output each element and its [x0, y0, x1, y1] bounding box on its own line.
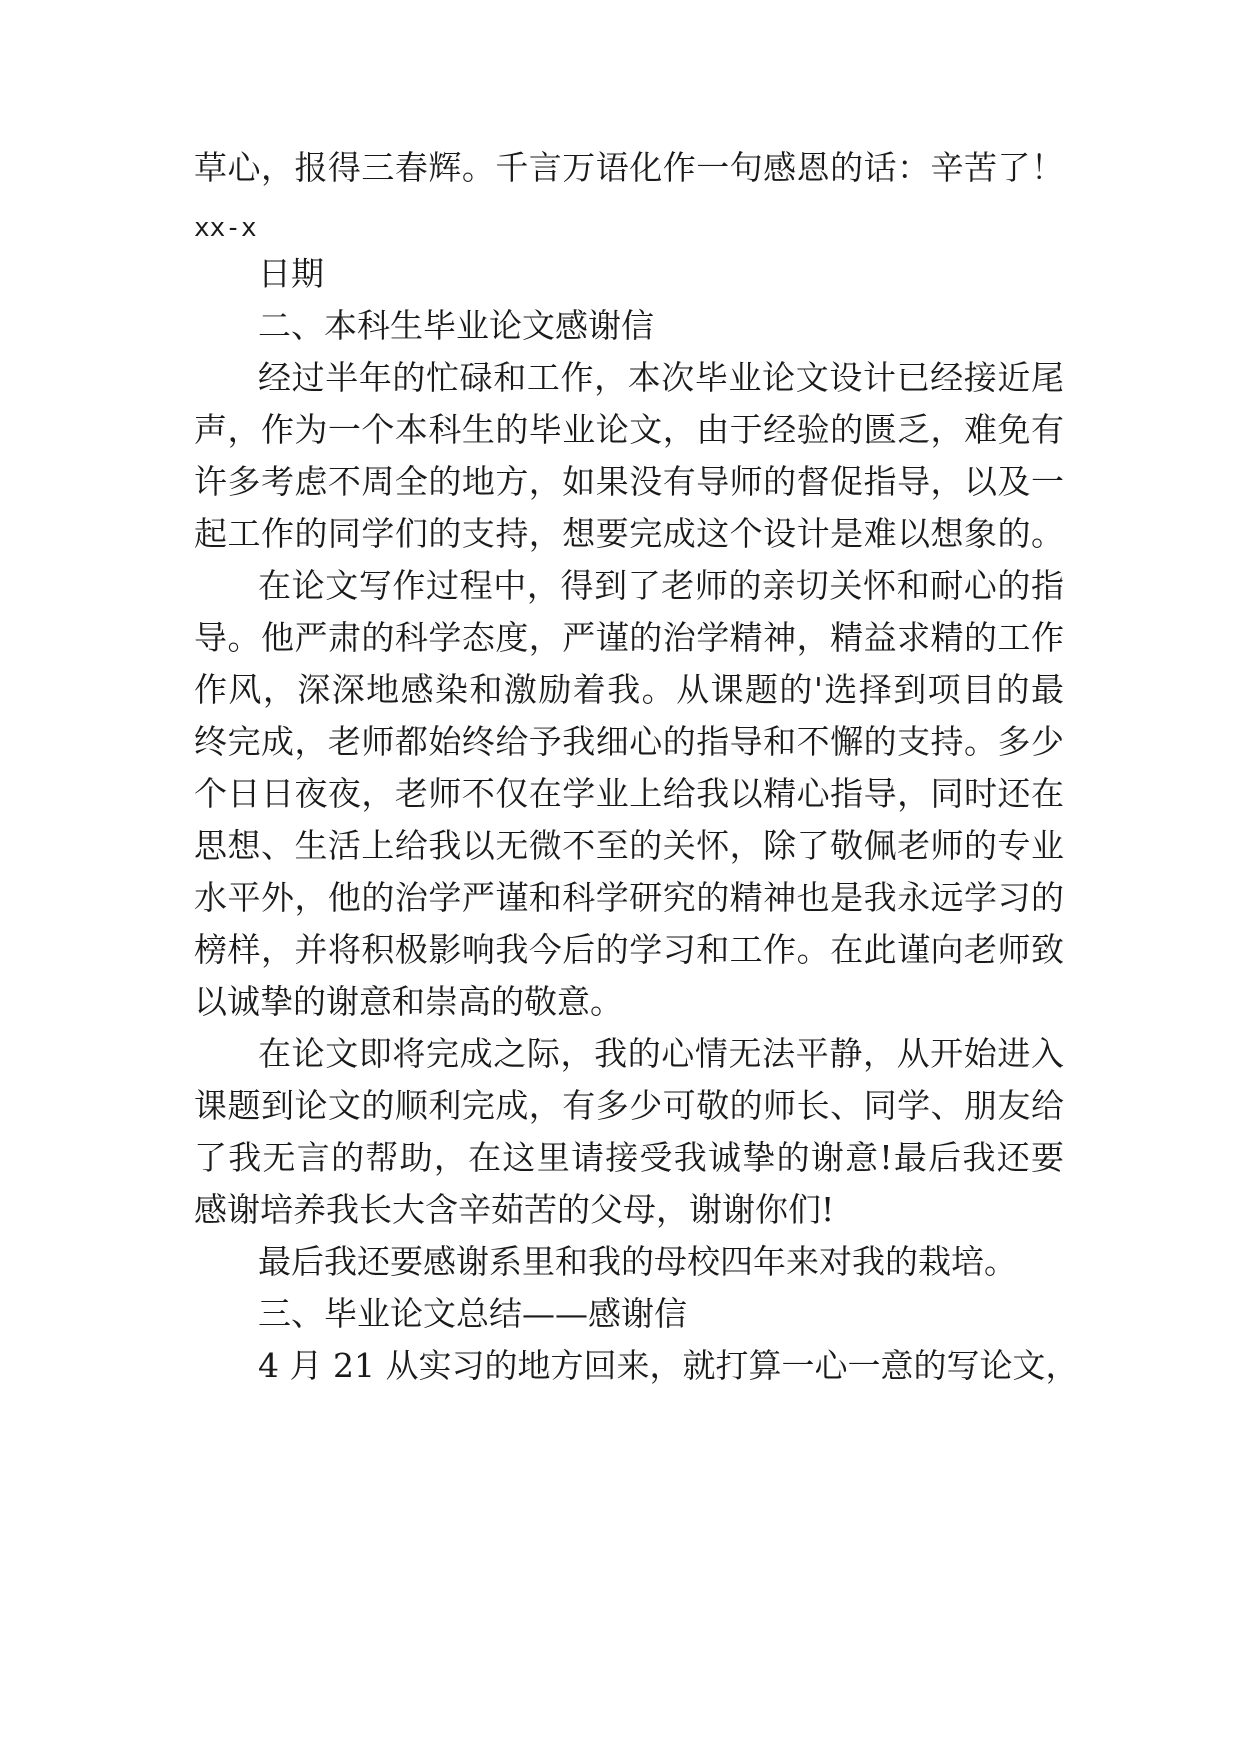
text-line: 草心，报得三春辉。千言万语化作一句感恩的话：辛苦了！ — [194, 148, 1064, 187]
text-line: 在论文写作过程中，得到了老师的亲切关怀和耐心的指 — [258, 566, 1064, 605]
section-heading: 三、毕业论文总结——感谢信 — [258, 1294, 687, 1333]
text-line: 课题到论文的顺利完成，有多少可敬的师长、同学、朋友给 — [194, 1086, 1064, 1125]
section-heading: 二、本科生毕业论文感谢信 — [258, 306, 654, 345]
text-line: 最后我还要感谢系里和我的母校四年来对我的栽培。 — [258, 1242, 1017, 1281]
text-line: 终完成，老师都始终给予我细心的指导和不懈的支持。多少 — [194, 722, 1064, 761]
text-line: 感谢培养我长大含辛茹苦的父母，谢谢你们! — [194, 1190, 835, 1229]
author-line: xx-x — [194, 213, 257, 243]
text-line: 许多考虑不周全的地方，如果没有导师的督促指导，以及一 — [194, 462, 1064, 501]
text-line: 起工作的同学们的支持，想要完成这个设计是难以想象的。 — [194, 514, 1064, 553]
text-line: 榜样，并将积极影响我今后的学习和工作。在此谨向老师致 — [194, 930, 1064, 969]
date-line: 日期 — [258, 254, 324, 293]
text-line: 4 月 21 从实习的地方回来，就打算一心一意的写论文， — [258, 1346, 1079, 1385]
text-line: 导。他严肃的科学态度，严谨的治学精神，精益求精的工作 — [194, 618, 1064, 657]
text-line: 以诚挚的谢意和崇高的敬意。 — [194, 982, 623, 1021]
text-line: 个日日夜夜，老师不仅在学业上给我以精心指导，同时还在 — [194, 774, 1064, 813]
text-line: 在论文即将完成之际，我的心情无法平静，从开始进入 — [258, 1034, 1064, 1073]
text-line: 经过半年的忙碌和工作，本次毕业论文设计已经接近尾 — [258, 358, 1064, 397]
text-line: 声，作为一个本科生的毕业论文，由于经验的匮乏，难免有 — [194, 410, 1064, 449]
text-line: 思想、生活上给我以无微不至的关怀，除了敬佩老师的专业 — [194, 826, 1064, 865]
text-line: 作风，深深地感染和激励着我。从课题的'选择到项目的最 — [194, 670, 1064, 709]
text-line: 水平外，他的治学严谨和科学研究的精神也是我永远学习的 — [194, 878, 1064, 917]
text-line: 了我无言的帮助，在这里请接受我诚挚的谢意!最后我还要 — [194, 1138, 1064, 1177]
